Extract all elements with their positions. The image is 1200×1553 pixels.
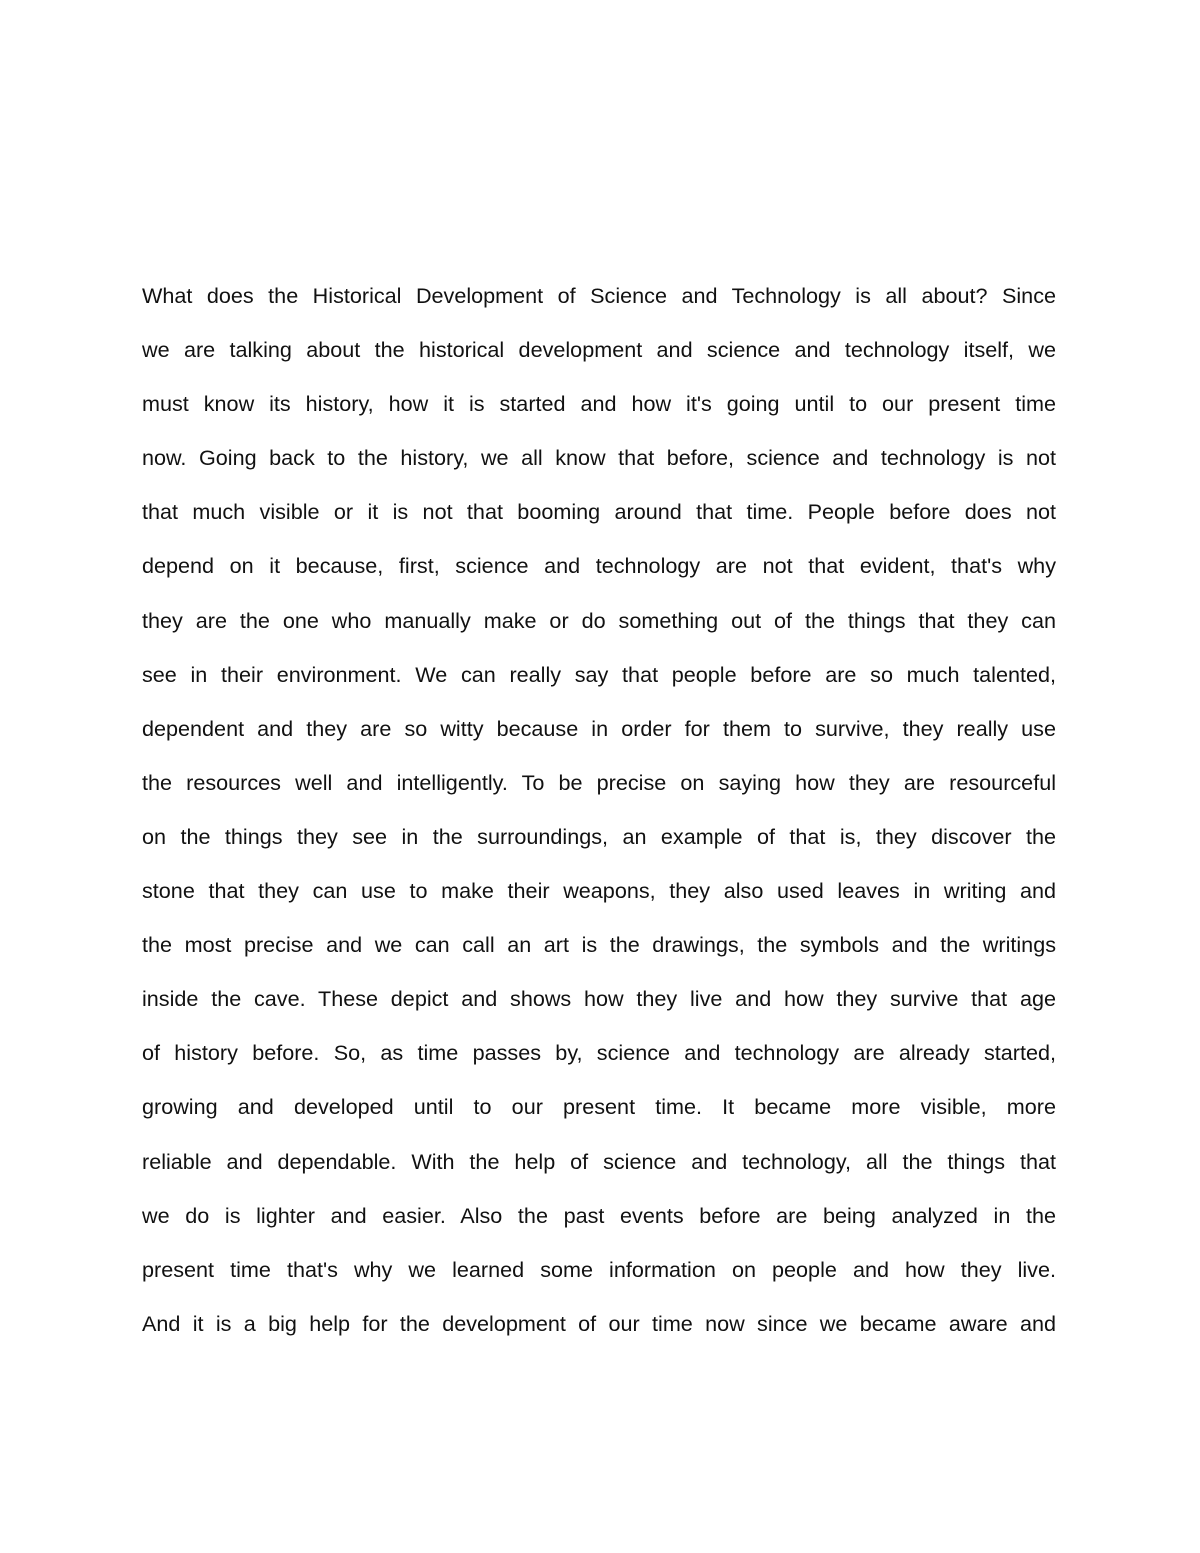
text-line: growing and developed until to our present time. It became more visible, more <box>142 1094 1056 1120</box>
text-line: depend on it because, first, science and technology are not that evident, that's why <box>142 553 1056 579</box>
text-line: What does the Historical Development of Science and Technology is all about? Since <box>142 283 1056 308</box>
text-line: the most precise and we can call an art is the drawings, the symbols and the writings <box>142 932 1056 958</box>
text-line: stone that they can use to make their weapons, they also used leaves in writing and <box>142 878 1056 904</box>
text-line: of history before. So, as time passes by, science and technology are already started, <box>142 1040 1056 1066</box>
text-line: we do is lighter and easier. Also the past events before are being analyzed in the <box>142 1202 1056 1228</box>
text-line: dependent and they are so witty because in order for them to survive, they really use <box>142 715 1056 741</box>
text-line: inside the cave. These depict and shows how they live and how they survive that age <box>142 986 1056 1012</box>
text-line: on the things they see in the surroundings, an example of that is, they discover the <box>142 823 1056 849</box>
text-line: we are talking about the historical development and science and technology itself, we <box>142 337 1056 363</box>
text-line: see in their environment. We can really say that people before are so much talented, <box>142 661 1056 687</box>
text-line: they are the one who manually make or do something out of the things that they can <box>142 607 1056 633</box>
text-line: present time that's why we learned some information on people and how they live. <box>142 1256 1056 1282</box>
text-line: that much visible or it is not that booming around that time. People before does not <box>142 499 1056 525</box>
essay-paragraph <box>142 278 1056 1360</box>
text-line: And it is a big help for the development of our time now since we became aware and <box>142 1310 1056 1336</box>
text-line: must know its history, how it is started and how it's going until to our present time <box>142 391 1056 417</box>
text-line: the resources well and intelligently. To be precise on saying how they are resourceful <box>142 769 1056 795</box>
text-line: now. Going back to the history, we all know that before, science and technology is not <box>142 445 1056 471</box>
text-line: reliable and dependable. With the help of science and technology, all the things that <box>142 1148 1056 1174</box>
